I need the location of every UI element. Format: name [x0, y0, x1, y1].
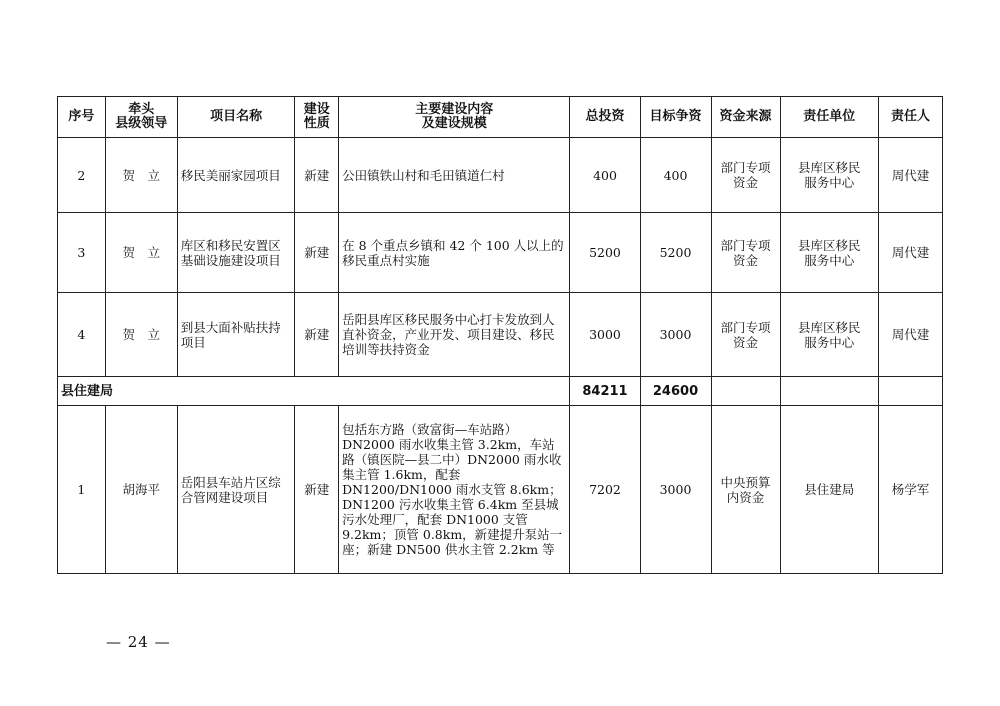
header-person: 责任人 — [878, 97, 942, 138]
cell-source: 部门专项 资金 — [711, 293, 780, 377]
cell-person: 杨学军 — [878, 406, 942, 574]
group-label: 县住建局 — [58, 377, 570, 406]
cell-content: 包括东方路（致富街—车站路）DN2000 雨水收集主管 3.2km，车站路（镇医院—县二中）DN2000 雨水收集主管 1.6km，配套 DN1200/DN1000 雨水支管 8.6km；DN1200 污水收集主管 6.4km 至县城污水处理厂，配套 DN1000 支管 9.2km；顶管 0.8km，新建提升泵站一座；新建 DN500 供水主管 2.2km 等 — [339, 406, 570, 574]
cell-name: 库区和移民安置区基础设施建设项目 — [177, 213, 295, 293]
cell-name: 岳阳县车站片区综合管网建设项目 — [177, 406, 295, 574]
group-empty-cell — [780, 377, 878, 406]
cell-nature: 新建 — [295, 213, 339, 293]
project-table — [57, 96, 943, 574]
group-target: 24600 — [640, 377, 711, 406]
table-header-row — [58, 97, 943, 138]
cell-nature: 新建 — [295, 293, 339, 377]
group-total: 84211 — [570, 377, 640, 406]
table-row — [58, 213, 943, 293]
cell-leader: 贺 立 — [105, 138, 177, 213]
cell-content: 岳阳县库区移民服务中心打卡发放到人直补资金，产业开发、项目建设、移民培训等扶持资金 — [339, 293, 570, 377]
cell-leader: 贺 立 — [105, 293, 177, 377]
cell-total: 5200 — [570, 213, 640, 293]
cell-name: 到县大面补贴扶持项目 — [177, 293, 295, 377]
page-number: — 24 — — [106, 633, 171, 651]
cell-no: 4 — [58, 293, 106, 377]
cell-source: 部门专项 资金 — [711, 213, 780, 293]
cell-target: 400 — [640, 138, 711, 213]
cell-total: 400 — [570, 138, 640, 213]
cell-target: 3000 — [640, 406, 711, 574]
header-total: 总投资 — [570, 97, 640, 138]
cell-unit: 县住建局 — [780, 406, 878, 574]
cell-no: 1 — [58, 406, 106, 574]
cell-source: 部门专项 资金 — [711, 138, 780, 213]
header-nature: 建设 性质 — [295, 97, 339, 138]
cell-person: 周代建 — [878, 213, 942, 293]
header-leader: 牵头 县级领导 — [105, 97, 177, 138]
cell-no: 2 — [58, 138, 106, 213]
cell-leader: 贺 立 — [105, 213, 177, 293]
cell-no: 3 — [58, 213, 106, 293]
cell-leader: 胡海平 — [105, 406, 177, 574]
cell-nature: 新建 — [295, 406, 339, 574]
header-target: 目标争资 — [640, 97, 711, 138]
cell-content: 在 8 个重点乡镇和 42 个 100 人以上的移民重点村实施 — [339, 213, 570, 293]
header-source: 资金来源 — [711, 97, 780, 138]
table-row — [58, 293, 943, 377]
cell-target: 5200 — [640, 213, 711, 293]
header-unit: 责任单位 — [780, 97, 878, 138]
table-row — [58, 138, 943, 213]
cell-unit: 县库区移民 服务中心 — [780, 293, 878, 377]
cell-name: 移民美丽家园项目 — [177, 138, 295, 213]
cell-content: 公田镇铁山村和毛田镇道仁村 — [339, 138, 570, 213]
cell-source: 中央预算 内资金 — [711, 406, 780, 574]
cell-nature: 新建 — [295, 138, 339, 213]
cell-person: 周代建 — [878, 293, 942, 377]
header-content: 主要建设内容 及建设规模 — [339, 97, 570, 138]
group-empty-cell — [878, 377, 942, 406]
header-no: 序号 — [58, 97, 106, 138]
header-name: 项目名称 — [177, 97, 295, 138]
group-row — [58, 377, 943, 406]
cell-total: 7202 — [570, 406, 640, 574]
cell-total: 3000 — [570, 293, 640, 377]
cell-unit: 县库区移民 服务中心 — [780, 213, 878, 293]
cell-person: 周代建 — [878, 138, 942, 213]
group-empty-cell — [711, 377, 780, 406]
table-row — [58, 406, 943, 574]
cell-unit: 县库区移民 服务中心 — [780, 138, 878, 213]
cell-target: 3000 — [640, 293, 711, 377]
